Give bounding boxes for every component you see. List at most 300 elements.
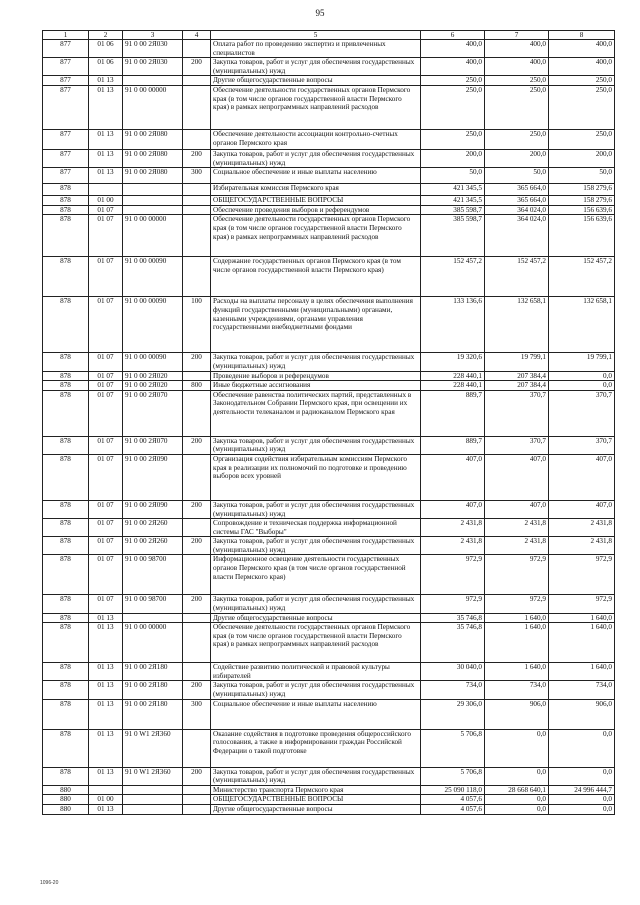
table-cell: 91 0 00 2Я090 [123, 454, 183, 500]
table-cell [183, 184, 211, 196]
table-cell: 878 [43, 390, 89, 436]
table-cell: 877 [43, 85, 89, 129]
column-header: 6 [421, 31, 485, 40]
table-cell: 28 668 640,1 [485, 785, 549, 795]
table-cell: 91 0 00 2Я080 [123, 149, 183, 167]
table-cell [89, 785, 123, 795]
table-cell [123, 184, 183, 196]
table-cell: 91 0 00 2Я080 [123, 129, 183, 149]
table-cell: 878 [43, 537, 89, 555]
table-cell: 734,0 [549, 681, 615, 699]
table-cell: 877 [43, 168, 89, 184]
table-row [43, 168, 615, 184]
table-cell: 2 431,8 [485, 537, 549, 555]
table-cell: Содействие развитию политической и правовой культуры избирателей [211, 663, 421, 681]
table-cell [183, 205, 211, 215]
table-row [43, 767, 615, 785]
column-header: 8 [549, 31, 615, 40]
table-row [43, 371, 615, 381]
table-cell: 878 [43, 436, 89, 454]
table-cell: 91 0 00 2Я070 [123, 436, 183, 454]
table-cell: 50,0 [421, 168, 485, 184]
table-cell: 250,0 [485, 129, 549, 149]
table-cell: 0,0 [549, 381, 615, 391]
table-cell: 0,0 [485, 805, 549, 815]
table-cell: 0,0 [485, 767, 549, 785]
table-cell [123, 205, 183, 215]
table-cell: 407,0 [485, 454, 549, 500]
table-cell: 91 0 00 2Я260 [123, 519, 183, 537]
table-cell: 200 [183, 149, 211, 167]
table-row [43, 184, 615, 196]
table-cell [183, 371, 211, 381]
table-cell: 91 0 W1 2Я360 [123, 729, 183, 767]
table-row [43, 613, 615, 623]
table-cell: 250,0 [421, 76, 485, 86]
table-cell [183, 785, 211, 795]
table-body [43, 40, 615, 815]
table-row [43, 149, 615, 167]
table-cell: 01 07 [89, 257, 123, 297]
table-cell: 01 07 [89, 555, 123, 595]
table-cell: 01 13 [89, 129, 123, 149]
table-cell: 01 07 [89, 537, 123, 555]
table-cell: 421 345,5 [421, 184, 485, 196]
table-cell: 01 13 [89, 623, 123, 663]
table-cell: 01 07 [89, 595, 123, 613]
table-row [43, 454, 615, 500]
table-cell: 5 706,8 [421, 767, 485, 785]
table-row [43, 500, 615, 518]
table-cell: 906,0 [485, 699, 549, 729]
table-cell: 877 [43, 40, 89, 58]
table-cell: 200 [183, 595, 211, 613]
table-cell: 878 [43, 519, 89, 537]
table-cell [183, 623, 211, 663]
table-cell [183, 454, 211, 500]
table-cell: 200,0 [421, 149, 485, 167]
table-cell: 200 [183, 537, 211, 555]
table-cell: 2 431,8 [549, 519, 615, 537]
table-cell: 91 0 00 2Я180 [123, 699, 183, 729]
table-cell: 91 0 00 2Я180 [123, 681, 183, 699]
table-row [43, 663, 615, 681]
table-cell: 250,0 [549, 129, 615, 149]
table-row [43, 699, 615, 729]
table-cell: 01 07 [89, 519, 123, 537]
table-cell [183, 196, 211, 206]
table-cell: 01 06 [89, 40, 123, 58]
table-cell [183, 257, 211, 297]
table-cell: 200 [183, 681, 211, 699]
table-row [43, 196, 615, 206]
table-cell: 01 07 [89, 371, 123, 381]
table-cell: 407,0 [421, 454, 485, 500]
table-cell: 2 431,8 [485, 519, 549, 537]
table-cell: Другие общегосударственные вопросы [211, 613, 421, 623]
table-cell: Другие общегосударственные вопросы [211, 805, 421, 815]
column-header: 2 [89, 31, 123, 40]
table-cell: 156 639,6 [549, 215, 615, 257]
table-cell: 877 [43, 129, 89, 149]
table-cell: 91 0 00 98700 [123, 555, 183, 595]
table-cell: 972,9 [485, 555, 549, 595]
table-cell: 1 640,0 [549, 623, 615, 663]
table-cell [183, 555, 211, 595]
table-cell: 400,0 [485, 58, 549, 76]
table-cell: 91 0 W1 2Я360 [123, 767, 183, 785]
table-cell: 365 664,0 [485, 184, 549, 196]
table-row [43, 85, 615, 129]
table-cell: 878 [43, 663, 89, 681]
table-cell: 01 13 [89, 168, 123, 184]
table-cell: 200 [183, 353, 211, 371]
table-cell: Другие общегосударственные вопросы [211, 76, 421, 86]
table-cell: 400,0 [549, 40, 615, 58]
table-cell: 35 746,8 [421, 613, 485, 623]
table-cell: 91 0 00 2Я030 [123, 40, 183, 58]
column-header: 5 [211, 31, 421, 40]
table-cell: 91 0 00 00090 [123, 297, 183, 353]
table-cell: 133 136,6 [421, 297, 485, 353]
table-cell: 91 0 00 2Я080 [123, 168, 183, 184]
table-cell: 878 [43, 613, 89, 623]
table-cell: 5 706,8 [421, 729, 485, 767]
table-cell: Проведение выборов и референдумов [211, 371, 421, 381]
table-cell: 400,0 [485, 40, 549, 58]
table-cell: 250,0 [549, 76, 615, 86]
table-cell: Министерство транспорта Пермского края [211, 785, 421, 795]
table-row [43, 623, 615, 663]
table-cell: 91 0 00 2Я260 [123, 537, 183, 555]
table-cell: 91 0 00 2Я180 [123, 663, 183, 681]
table-cell: 91 0 00 2Я030 [123, 58, 183, 76]
table-cell: 300 [183, 699, 211, 729]
table-cell: Оплата работ по проведению экспертиз и привлеченных специалистов [211, 40, 421, 58]
table-cell: 01 07 [89, 353, 123, 371]
table-row [43, 681, 615, 699]
table-cell: 30 040,0 [421, 663, 485, 681]
table-cell: 400,0 [549, 58, 615, 76]
table-cell: Избирательная комиссия Пермского края [211, 184, 421, 196]
table-cell: 878 [43, 371, 89, 381]
table-row [43, 257, 615, 297]
table-cell: 370,7 [485, 436, 549, 454]
table-cell: 29 306,0 [421, 699, 485, 729]
table-cell: 228 440,1 [421, 371, 485, 381]
table-cell: 972,9 [549, 595, 615, 613]
table-cell [123, 795, 183, 805]
table-cell: 200,0 [549, 149, 615, 167]
table-cell: Закупка товаров, работ и услуг для обеспечения государственных (муниципальных) нужд [211, 500, 421, 518]
table-cell: Оказание содействия в подготовке проведения общероссийского голосования, а также в информировании граждан Российской Федерации о такой подготовке [211, 729, 421, 767]
table-cell: 972,9 [421, 595, 485, 613]
table-row [43, 595, 615, 613]
table-cell: 878 [43, 681, 89, 699]
column-header: 1 [43, 31, 89, 40]
table-cell: 370,7 [485, 390, 549, 436]
table-cell: Закупка товаров, работ и услуг для обеспечения государственных (муниципальных) нужд [211, 353, 421, 371]
table-cell: 878 [43, 729, 89, 767]
table-cell: 200,0 [485, 149, 549, 167]
table-cell: 91 0 00 2Я090 [123, 500, 183, 518]
budget-table [42, 30, 615, 815]
table-cell: Обеспечение равенства политических партий, представленных в Законодательном Собрании Пермского края, при освещении их деятельности телеканалом и радиоканалом Пермского края [211, 390, 421, 436]
table-cell: 906,0 [549, 699, 615, 729]
table-cell: 01 00 [89, 196, 123, 206]
table-cell: 01 13 [89, 663, 123, 681]
table-cell [183, 129, 211, 149]
table-cell: 132 658,1 [485, 297, 549, 353]
table-cell: 01 13 [89, 613, 123, 623]
table-cell: 01 07 [89, 390, 123, 436]
table-cell: 91 0 00 2Я020 [123, 381, 183, 391]
table-cell: 01 13 [89, 767, 123, 785]
table-cell: 878 [43, 555, 89, 595]
table-cell: 200 [183, 767, 211, 785]
table-cell: Закупка товаров, работ и услуг для обеспечения государственных (муниципальных) нужд [211, 767, 421, 785]
table-cell: 889,7 [421, 390, 485, 436]
table-cell: 1 640,0 [485, 663, 549, 681]
table-cell: 734,0 [421, 681, 485, 699]
table-cell: 91 0 00 00090 [123, 257, 183, 297]
table-cell: Закупка товаров, работ и услуг для обеспечения государственных (муниципальных) нужд [211, 436, 421, 454]
table-cell: 158 279,6 [549, 196, 615, 206]
table-cell [183, 795, 211, 805]
table-cell: 877 [43, 58, 89, 76]
table-cell [89, 184, 123, 196]
table-cell: 24 996 444,7 [549, 785, 615, 795]
table-row [43, 129, 615, 149]
table-cell: 25 090 118,0 [421, 785, 485, 795]
table-cell: 2 431,8 [421, 519, 485, 537]
table-cell: Сопровождение и техническая поддержка информационной системы ГАС "Выборы" [211, 519, 421, 537]
table-cell: 880 [43, 795, 89, 805]
table-cell: 0,0 [549, 729, 615, 767]
table-cell: 35 746,8 [421, 623, 485, 663]
table-row [43, 76, 615, 86]
table-cell: 1 640,0 [549, 663, 615, 681]
table-cell: Обеспечение деятельности государственных органов Пермского края (в том числе органов государственной власти Пермского края) в рамках непрограммных направлений расходов [211, 85, 421, 129]
table-cell [123, 196, 183, 206]
table-cell: 889,7 [421, 436, 485, 454]
table-cell: 364 024,0 [485, 215, 549, 257]
table-cell: 50,0 [485, 168, 549, 184]
table-cell [183, 805, 211, 815]
table-cell [183, 663, 211, 681]
table-cell: 250,0 [549, 85, 615, 129]
table-cell: 878 [43, 623, 89, 663]
table-cell: 250,0 [485, 85, 549, 129]
table-cell: 734,0 [485, 681, 549, 699]
table-cell: Содержание государственных органов Пермского края (в том числе органов государственной власти Пермского края) [211, 257, 421, 297]
table-cell: 152 457,2 [549, 257, 615, 297]
table-cell: 0,0 [549, 371, 615, 381]
table-cell: 972,9 [549, 555, 615, 595]
table-cell [123, 76, 183, 86]
table-cell [123, 613, 183, 623]
table-cell [183, 519, 211, 537]
table-cell: 207 384,4 [485, 371, 549, 381]
table-row [43, 40, 615, 58]
table-cell: 91 0 00 98700 [123, 595, 183, 613]
table-cell: 01 07 [89, 436, 123, 454]
table-cell: 4 057,6 [421, 795, 485, 805]
table-cell: 250,0 [421, 85, 485, 129]
table-cell: 91 0 00 2Я070 [123, 390, 183, 436]
table-cell: 200 [183, 500, 211, 518]
table-cell: Обеспечение проведения выборов и референдумов [211, 205, 421, 215]
table-cell: 0,0 [485, 729, 549, 767]
table-cell: 2 431,8 [421, 537, 485, 555]
table-cell: 880 [43, 785, 89, 795]
table-row [43, 381, 615, 391]
table-cell: 370,7 [549, 436, 615, 454]
table-cell: 880 [43, 805, 89, 815]
table-cell: 407,0 [549, 454, 615, 500]
table-cell: 91 0 00 00000 [123, 623, 183, 663]
table-cell: 01 07 [89, 215, 123, 257]
table-cell: Обеспечение деятельности государственных органов Пермского края (в том числе органов государственной власти Пермского края) в рамках непрограммных направлений расходов [211, 623, 421, 663]
table-row [43, 729, 615, 767]
table-cell: 01 07 [89, 500, 123, 518]
table-cell: 385 598,7 [421, 205, 485, 215]
table-cell: 132 658,1 [549, 297, 615, 353]
table-cell: 878 [43, 454, 89, 500]
table-row [43, 58, 615, 76]
table-cell: 407,0 [485, 500, 549, 518]
table-row [43, 205, 615, 215]
table-cell: Иные бюджетные ассигнования [211, 381, 421, 391]
table-cell: 19 799,1 [485, 353, 549, 371]
column-header: 3 [123, 31, 183, 40]
table-cell: 19 320,6 [421, 353, 485, 371]
table-cell: 91 0 00 2Я020 [123, 371, 183, 381]
table-cell: 01 07 [89, 205, 123, 215]
table-cell [183, 390, 211, 436]
table-cell: 407,0 [421, 500, 485, 518]
table-cell: 878 [43, 699, 89, 729]
table-cell: 878 [43, 353, 89, 371]
table-cell: 0,0 [549, 767, 615, 785]
table-cell: ОБЩЕГОСУДАРСТВЕННЫЕ ВОПРОСЫ [211, 795, 421, 805]
table-cell: 878 [43, 196, 89, 206]
table-cell: 878 [43, 381, 89, 391]
table-cell: 4 057,6 [421, 805, 485, 815]
table-cell: 0,0 [549, 795, 615, 805]
table-row [43, 537, 615, 555]
table-cell: 250,0 [421, 129, 485, 149]
table-cell: 400,0 [421, 58, 485, 76]
table-cell: ОБЩЕГОСУДАРСТВЕННЫЕ ВОПРОСЫ [211, 196, 421, 206]
table-cell: 878 [43, 205, 89, 215]
table-row [43, 555, 615, 595]
table-cell: 200 [183, 58, 211, 76]
table-cell: 152 457,2 [485, 257, 549, 297]
table-cell [183, 76, 211, 86]
table-cell: 877 [43, 149, 89, 167]
table-cell: Информационное освещение деятельности государственных органов Пермского края (в том числе органов государственной власти Пермского края) [211, 555, 421, 595]
table-cell [123, 785, 183, 795]
table-cell: 01 13 [89, 699, 123, 729]
table-cell: 250,0 [485, 76, 549, 86]
column-header: 4 [183, 31, 211, 40]
table-cell: 156 639,6 [549, 205, 615, 215]
table-cell: 01 13 [89, 729, 123, 767]
table-cell: 228 440,1 [421, 381, 485, 391]
table-cell: 878 [43, 500, 89, 518]
table-cell: 0,0 [549, 805, 615, 815]
table-cell: Закупка товаров, работ и услуг для обеспечения государственных (муниципальных) нужд [211, 149, 421, 167]
table-row [43, 795, 615, 805]
table-cell: 878 [43, 215, 89, 257]
table-cell: Социальное обеспечение и иные выплаты населению [211, 168, 421, 184]
table-cell: 1 640,0 [485, 613, 549, 623]
table-cell: 91 0 00 00090 [123, 353, 183, 371]
table-cell [183, 40, 211, 58]
table-row [43, 785, 615, 795]
table-cell: Закупка товаров, работ и услуг для обеспечения государственных (муниципальных) нужд [211, 58, 421, 76]
table-cell: Организация содействия избирательным комиссиям Пермского края в реализации их полномочий по подготовке и проведению выборов всех уровней [211, 454, 421, 500]
table-row [43, 805, 615, 815]
table-row [43, 297, 615, 353]
table-cell: 421 345,5 [421, 196, 485, 206]
table-cell: 878 [43, 297, 89, 353]
table-cell: 878 [43, 767, 89, 785]
table-cell: 407,0 [549, 500, 615, 518]
table-cell: 01 13 [89, 149, 123, 167]
table-cell: 01 07 [89, 381, 123, 391]
table-cell: 972,9 [421, 555, 485, 595]
table-cell: 19 799,1 [549, 353, 615, 371]
table-cell: 01 13 [89, 805, 123, 815]
table-cell [183, 215, 211, 257]
table-cell: Расходы на выплаты персоналу в целях обеспечения выполнения функций государственными (муниципальными) органами, казенными учреждениями, органами управления государственными внебюджетными фондами [211, 297, 421, 353]
table-cell: 878 [43, 595, 89, 613]
table-cell: 207 384,4 [485, 381, 549, 391]
table-header-row [43, 31, 615, 40]
table-cell: Закупка товаров, работ и услуг для обеспечения государственных (муниципальных) нужд [211, 537, 421, 555]
table-cell: Социальное обеспечение и иные выплаты населению [211, 699, 421, 729]
table-cell: 800 [183, 381, 211, 391]
table-cell: Обеспечение деятельности ассоциации контрольно-счетных органов Пермского края [211, 129, 421, 149]
footer-code: 1096-20 [40, 880, 59, 886]
table-cell: 1 640,0 [485, 623, 549, 663]
table-cell: 01 13 [89, 681, 123, 699]
table-row [43, 390, 615, 436]
table-cell: 152 457,2 [421, 257, 485, 297]
table-cell [183, 613, 211, 623]
table-cell: 364 024,0 [485, 205, 549, 215]
table-cell: 972,9 [485, 595, 549, 613]
table-cell: 365 664,0 [485, 196, 549, 206]
table-cell: 01 06 [89, 58, 123, 76]
page-number: 95 [315, 8, 325, 18]
table-cell: 01 13 [89, 76, 123, 86]
table-cell: 01 07 [89, 454, 123, 500]
table-row [43, 215, 615, 257]
table-cell: 01 00 [89, 795, 123, 805]
table-cell: 385 598,7 [421, 215, 485, 257]
table-cell [123, 805, 183, 815]
table-cell: 878 [43, 257, 89, 297]
table-cell: 158 279,6 [549, 184, 615, 196]
table-cell: 91 0 00 00000 [123, 85, 183, 129]
table-cell: 91 0 00 00000 [123, 215, 183, 257]
table-cell: 370,7 [549, 390, 615, 436]
column-header: 7 [485, 31, 549, 40]
table-row [43, 353, 615, 371]
